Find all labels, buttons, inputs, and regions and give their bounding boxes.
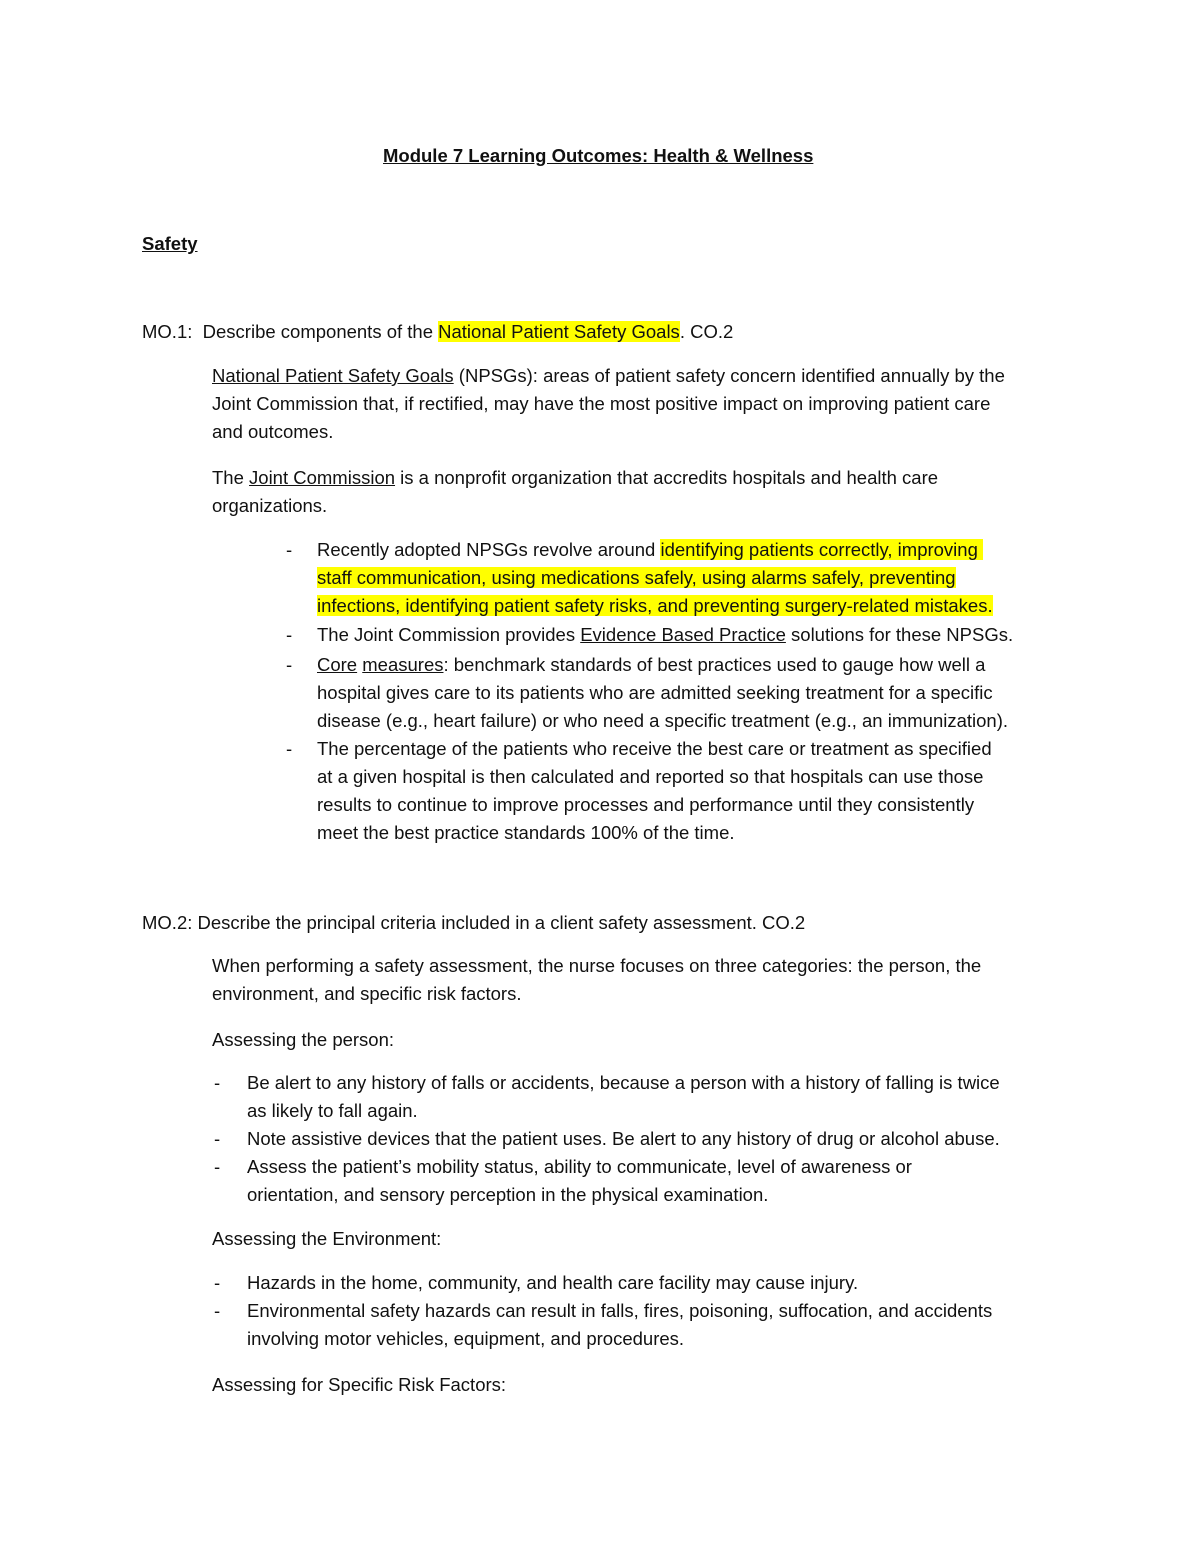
bullet-dash: - xyxy=(214,1072,221,1093)
mo1-bullet4-line3: results to continue to improve processes and performance until they consistently xyxy=(317,794,975,815)
mo1-bullet1-highlight: staff communication, using medications safely, using alarms safely, preventing xyxy=(317,567,956,588)
person-bullet3-line2: orientation, and sensory perception in the physical examination. xyxy=(247,1184,769,1205)
environment-label: Assessing the Environment: xyxy=(212,1228,442,1249)
mo2-intro-line2: environment, and specific risk factors. xyxy=(212,983,522,1004)
measures-term: measures xyxy=(362,654,444,675)
section-heading: Safety xyxy=(142,233,198,254)
mo1-bullet4-line1: The percentage of the patients who receive the best care or treatment as specified xyxy=(317,738,992,759)
bullet-dash: - xyxy=(214,1156,221,1177)
environment-bullet2-line2: involving motor vehicles, equipment, and procedures. xyxy=(247,1328,685,1349)
person-bullet3-line1: Assess the patient’s mobility status, ability to communicate, level of awareness or xyxy=(247,1156,912,1177)
mo1-bullet2 xyxy=(317,621,1013,649)
jc-prefix: The xyxy=(212,467,250,488)
bullet-dash: - xyxy=(286,738,293,759)
npsg-definition-line1 xyxy=(212,362,1005,390)
bullet-dash: - xyxy=(214,1272,221,1293)
mo2-heading: MO.2: Describe the principal criteria included in a client safety assessment. CO.2 xyxy=(142,912,806,933)
mo1-heading-highlight: National Patient Safety Goals xyxy=(438,321,680,342)
person-bullet1-line1: Be alert to any history of falls or accidents, because a person with a history of falling is twice xyxy=(247,1072,1000,1093)
person-bullet2: Note assistive devices that the patient uses. Be alert to any history of drug or alcohol abuse. xyxy=(247,1128,1000,1149)
jc-definition-line1 xyxy=(212,464,938,492)
person-bullet1-line2: as likely to fall again. xyxy=(247,1100,418,1121)
jc-definition-line2: organizations. xyxy=(212,495,328,516)
ebp-term: Evidence Based Practice xyxy=(580,624,786,645)
mo1-bullet4-line2: at a given hospital is then calculated and reported so that hospitals can use those xyxy=(317,766,984,787)
npsg-definition-line2: Joint Commission that, if rectified, may have the most positive impact on improving patient care xyxy=(212,393,991,414)
risk-factors-label: Assessing for Specific Risk Factors: xyxy=(212,1374,507,1395)
core-term: Core xyxy=(317,654,358,675)
mo2-intro-line1: When performing a safety assessment, the nurse focuses on three categories: the person, the xyxy=(212,955,982,976)
npsg-term: National Patient Safety Goals xyxy=(212,365,454,386)
jc-definition-text: is a nonprofit organization that accredits hospitals and health care xyxy=(395,467,939,488)
bullet-dash: - xyxy=(214,1300,221,1321)
mo1-bullet2-prefix: The Joint Commission provides xyxy=(317,624,581,645)
mo1-bullet3-line2: hospital gives care to its patients who are admitted seeking treatment for a specific xyxy=(317,682,993,703)
mo1-bullet2-suffix: solutions for these NPSGs. xyxy=(785,624,1014,645)
npsg-definition-line3: and outcomes. xyxy=(212,421,334,442)
bullet-dash: - xyxy=(286,624,293,645)
mo1-bullet1-line2 xyxy=(317,564,956,592)
mo1-bullet1-line1 xyxy=(317,536,983,564)
mo1-heading xyxy=(142,318,733,346)
jc-term: Joint Commission xyxy=(249,467,396,488)
mo1-bullet3-line1 xyxy=(317,651,985,679)
document-title: Module 7 Learning Outcomes: Health & Wellness xyxy=(383,145,814,166)
mo1-bullet1-line3 xyxy=(317,592,993,620)
mo1-heading-suffix: . CO.2 xyxy=(679,321,734,342)
bullet-dash: - xyxy=(286,654,293,675)
mo1-bullet1-plain: Recently adopted NPSGs revolve around xyxy=(317,539,661,560)
environment-bullet2-line1: Environmental safety hazards can result in falls, fires, poisoning, suffocation, and accidents xyxy=(247,1300,993,1321)
mo1-bullet3-line3: disease (e.g., heart failure) or who need a specific treatment (e.g., an immunization). xyxy=(317,710,1009,731)
mo1-bullet4-line4: meet the best practice standards 100% of the time. xyxy=(317,822,735,843)
mo1-bullet1-highlight: infections, identifying patient safety risks, and preventing surgery-related mistakes. xyxy=(317,595,993,616)
mo1-bullet3-text: : benchmark standards of best practices used to gauge how well a xyxy=(443,654,986,675)
bullet-dash: - xyxy=(286,539,293,560)
mo1-heading-prefix: MO.1: Describe components of the xyxy=(142,321,439,342)
bullet-dash: - xyxy=(214,1128,221,1149)
npsg-definition-text: (NPSGs): areas of patient safety concern identified annually by the xyxy=(453,365,1005,386)
person-label: Assessing the person: xyxy=(212,1029,395,1050)
environment-bullet1: Hazards in the home, community, and health care facility may cause injury. xyxy=(247,1272,859,1293)
mo1-bullet1-highlight: identifying patients correctly, improving xyxy=(660,539,984,560)
